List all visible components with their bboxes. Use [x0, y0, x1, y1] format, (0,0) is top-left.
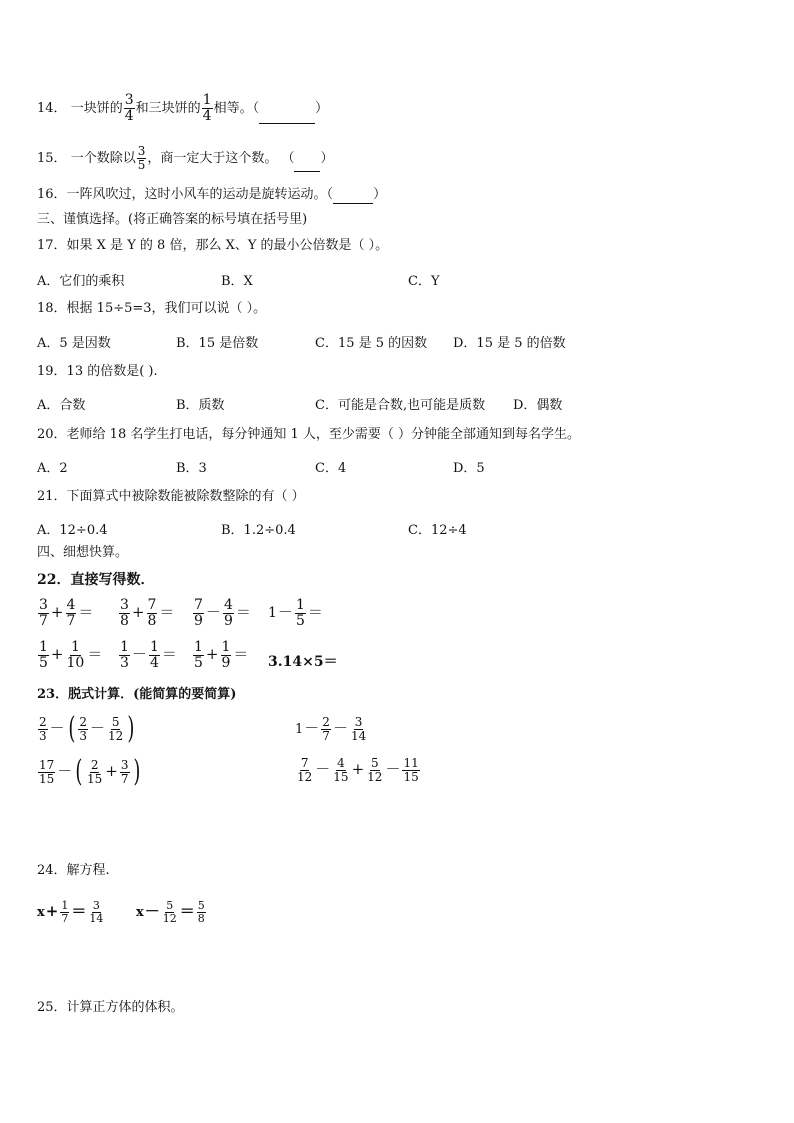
- q19-option-c[interactable]: C．可能是合数,也可能是质数: [315, 398, 486, 413]
- q23-expr-1: $\frac{2}{3}$ － ( $\frac{2}{3}$ － $\frac{5}{12}$ ): [39, 711, 135, 746]
- q17-option-c[interactable]: C．Y: [408, 274, 440, 289]
- q18-option-c[interactable]: C．15 是 5 的因数: [315, 336, 428, 351]
- q22-row1-item4: 1－ $\frac{1}{5}$ ＝: [268, 597, 323, 629]
- q17-option-a[interactable]: A．它们的乘积: [37, 274, 125, 289]
- q14-number: 14．: [37, 101, 67, 116]
- fraction: $\frac{3}{5}$: [137, 144, 146, 172]
- q22-row1-item3: $\frac{7}{9}$ － $\frac{4}{9}$ ＝: [194, 597, 251, 629]
- section-3-heading: 三、谨慎选择。(将正确答案的标号填在括号里): [37, 212, 308, 227]
- question-18: 18．根据 15÷5=3，我们可以说（ ）。: [37, 301, 267, 316]
- q20-option-c[interactable]: C．4: [315, 461, 347, 476]
- q22-row1-item1: $\frac{3}{7}$ + $\frac{4}{7}$ ＝: [39, 597, 94, 629]
- q20-option-d[interactable]: D．5: [453, 461, 485, 476]
- question-20: 20．老师给 18 名学生打电话，每分钟通知 1 人，至少需要（ ）分钟能全部通知到每名学生。: [37, 427, 581, 442]
- q20-option-b[interactable]: B．3: [176, 461, 207, 476]
- answer-blank[interactable]: [333, 191, 373, 204]
- q21-option-c[interactable]: C．12÷4: [408, 523, 467, 538]
- q19-option-a[interactable]: A．合数: [37, 398, 86, 413]
- q24-equation-2: x－ $\frac{5}{12}$ ＝ $\frac{5}{8}$: [136, 899, 205, 925]
- fraction: $\frac{3}{4}$: [124, 92, 134, 124]
- q22-row2-item2: $\frac{1}{3}$ － $\frac{1}{4}$ ＝: [120, 639, 177, 671]
- question-25-title: 25．计算正方体的体积。: [37, 1000, 184, 1015]
- q22-row1-item2: $\frac{3}{8}$ + $\frac{7}{8}$ ＝: [120, 597, 175, 629]
- q23-expr-4: $\frac{7}{12}$ － $\frac{4}{15}$ + $\frac{5}{12}$ － $\frac{11}{15}$: [297, 756, 419, 784]
- question-16: 16．一阵风吹过，这时小风车的运动是旋转运动。（ ）: [37, 187, 387, 202]
- q19-option-b[interactable]: B．质数: [176, 398, 225, 413]
- q18-option-d[interactable]: D．15 是 5 的倍数: [453, 336, 566, 351]
- q22-row2-item1: $\frac{1}{5}$ + $\frac{1}{10}$ ＝: [39, 639, 103, 671]
- fraction: $\frac{1}{4}$: [202, 92, 212, 124]
- section-4-heading: 四、细想快算。: [37, 545, 129, 560]
- question-21: 21．下面算式中被除数能被除数整除的有（ ）: [37, 489, 305, 504]
- q19-option-d[interactable]: D．偶数: [513, 398, 563, 413]
- answer-blank[interactable]: [259, 111, 315, 124]
- q17-option-b[interactable]: B．X: [221, 274, 253, 289]
- question-15: 15． 一个数除以 $\frac{3}{5}$ ，商一定大于这个数。 （ ）: [37, 144, 334, 172]
- question-14: 14． 一块饼的 $\frac{3}{4}$ 和三块饼的 $\frac{1}{4}$ 相等。（ ）: [37, 92, 329, 124]
- question-24-title: 24．解方程.: [37, 863, 110, 878]
- question-23-title: 23．脱式计算．(能简算的要简算): [37, 687, 237, 702]
- question-22-title: 22．直接写得数．: [37, 572, 155, 588]
- q22-row2-item3: $\frac{1}{5}$ + $\frac{1}{9}$ ＝: [194, 639, 249, 671]
- q22-row2-item4: 3.14×5＝: [268, 654, 338, 670]
- q18-option-a[interactable]: A．5 是因数: [37, 336, 111, 351]
- q20-option-a[interactable]: A．2: [37, 461, 68, 476]
- q24-equation-1: x+ $\frac{1}{7}$ ＝ $\frac{3}{14}$: [37, 899, 104, 925]
- answer-blank[interactable]: [294, 159, 320, 172]
- q23-expr-3: $\frac{17}{15}$ － ( $\frac{2}{15}$ + $\frac{3}{7}$ ): [39, 754, 140, 789]
- question-19: 19．13 的倍数是( ).: [37, 364, 158, 379]
- q18-option-b[interactable]: B．15 是倍数: [176, 336, 259, 351]
- question-17: 17．如果 X 是 Y 的 8 倍，那么 X、Y 的最小公倍数是（ ）。: [37, 238, 389, 253]
- q21-option-a[interactable]: A．12÷0.4: [37, 523, 108, 538]
- q21-option-b[interactable]: B．1.2÷0.4: [221, 523, 296, 538]
- q23-expr-2: 1－ $\frac{2}{7}$ － $\frac{3}{14}$: [295, 715, 367, 743]
